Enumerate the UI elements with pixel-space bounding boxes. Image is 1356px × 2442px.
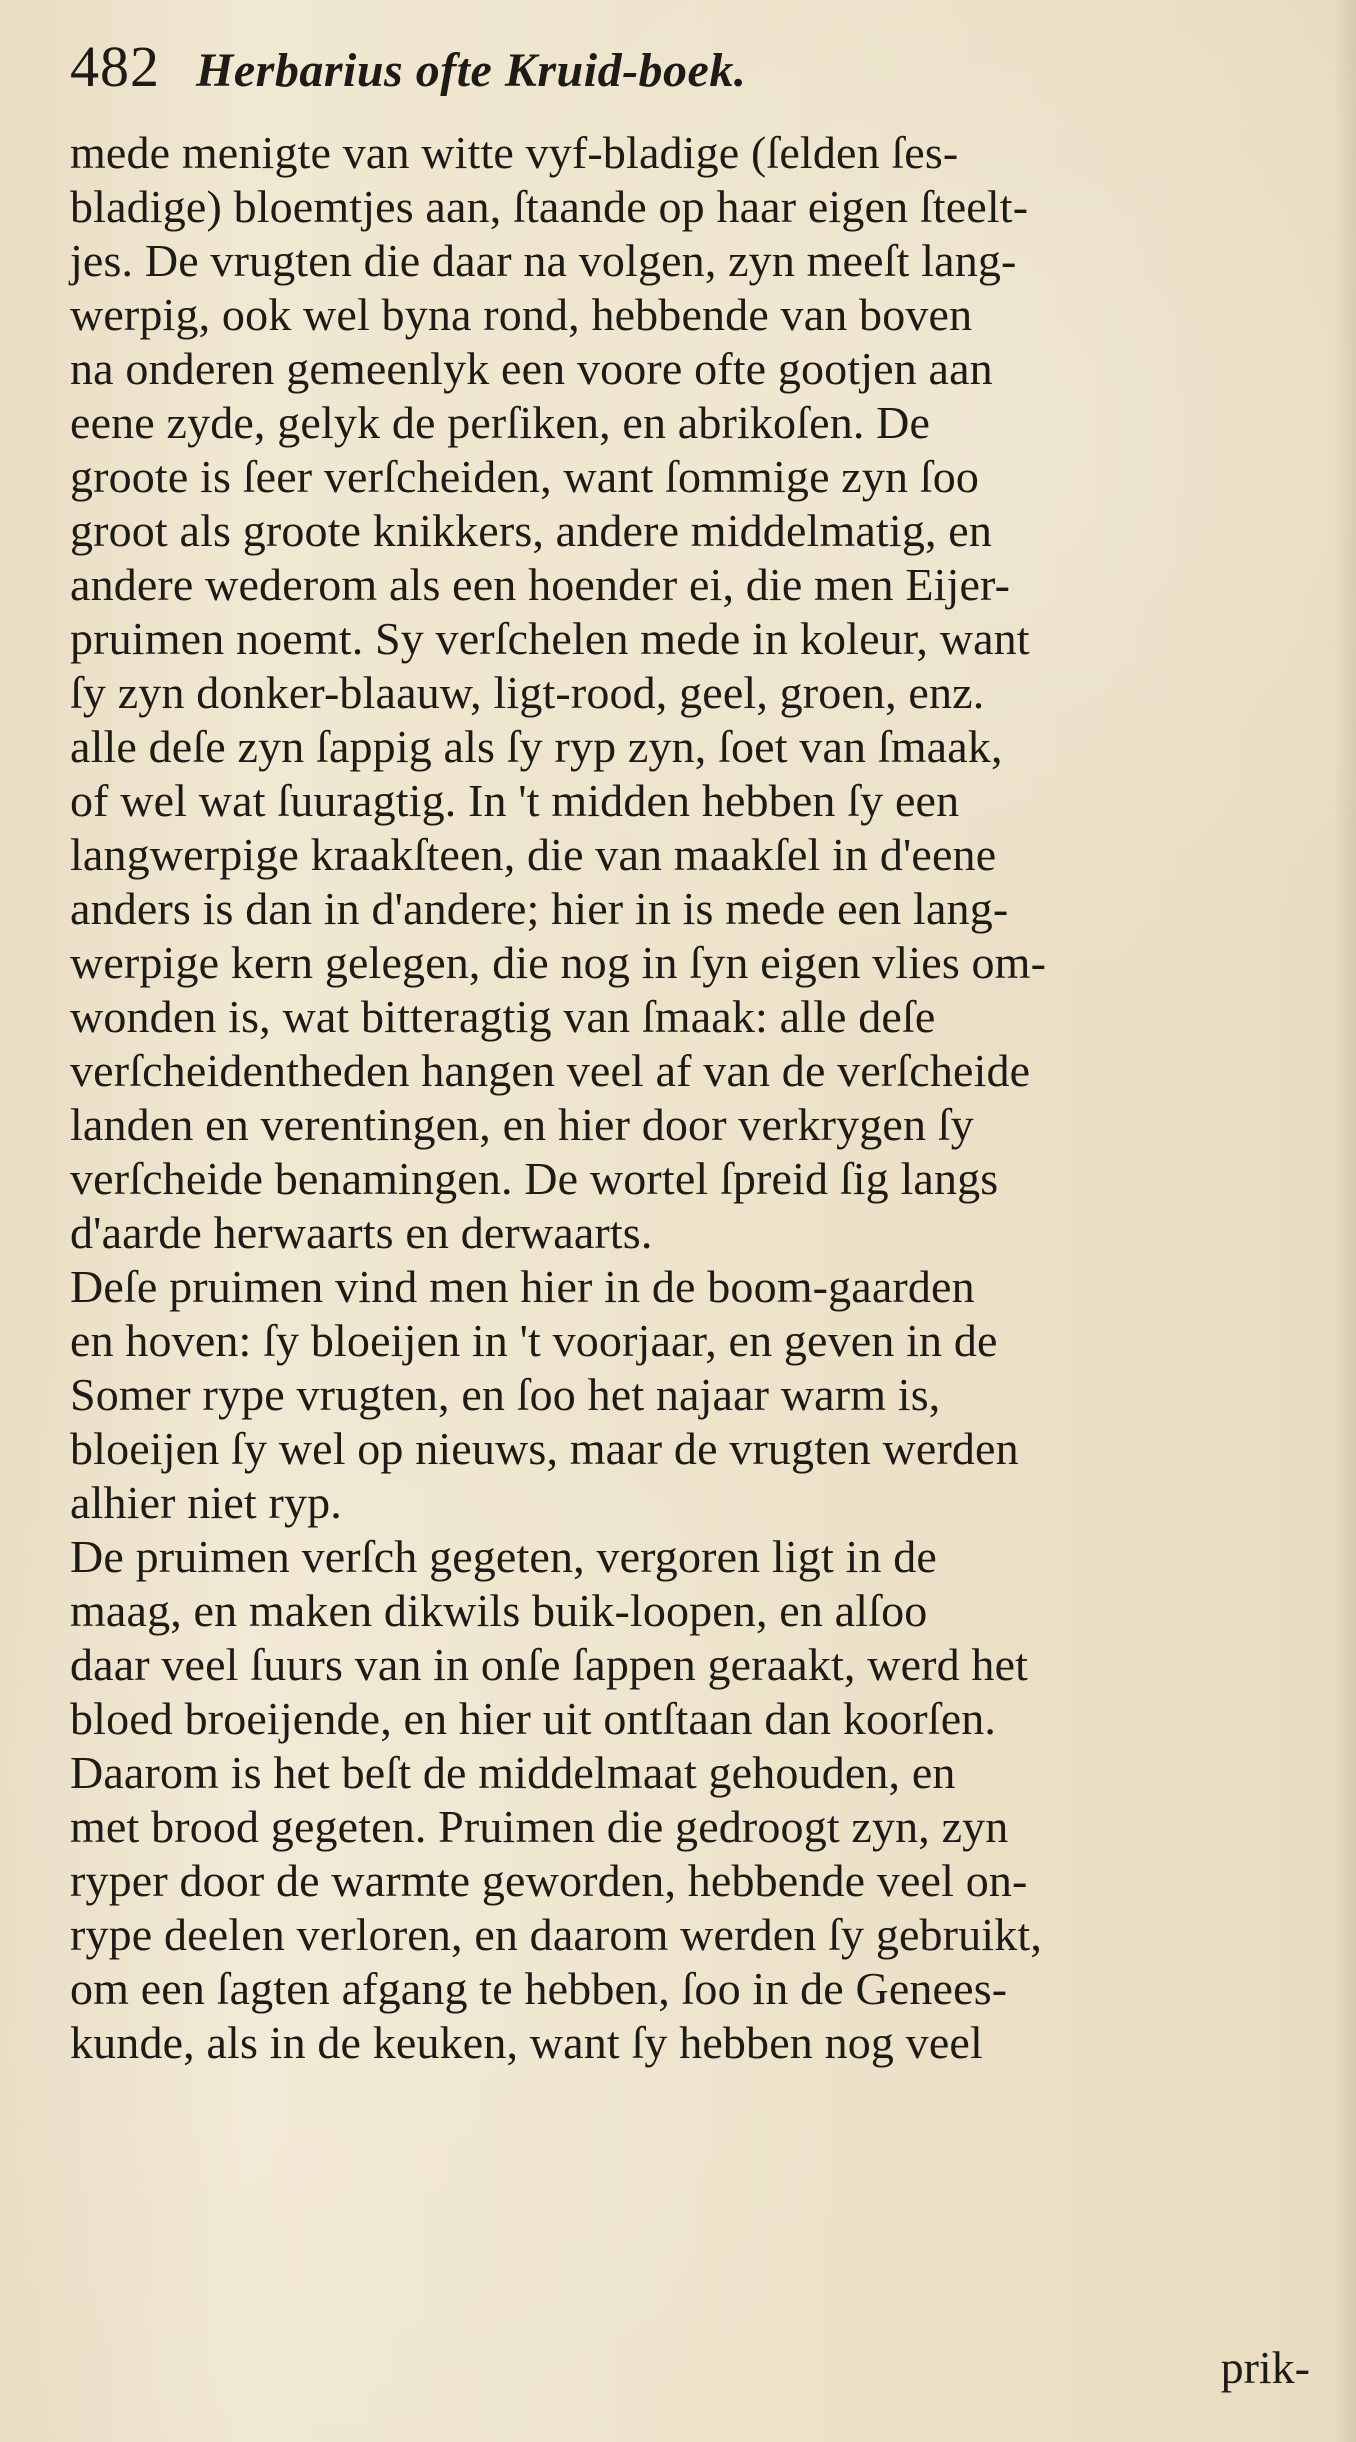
text-line: maag, en maken dikwils buik-loopen, en alſoo — [70, 1585, 928, 1636]
body-text — [70, 126, 1312, 2070]
text-line: wonden is, wat bitteragtig van ſmaak: alle deſe — [70, 991, 936, 1042]
text-line: mede menigte van witte vyf-bladige (ſelden ſes- — [70, 127, 959, 178]
catchword: prik- — [1220, 2342, 1310, 2393]
text-line: landen en verentingen, en hier door verkrygen ſy — [70, 1099, 974, 1150]
text-line: bloed broeijende, en hier uit ontſtaan dan koorſen. — [70, 1693, 997, 1744]
text-line: na onderen gemeenlyk een voore ofte gootjen aan — [70, 343, 993, 394]
text-line: en hoven: ſy bloeijen in 't voorjaar, en geven in de — [70, 1315, 998, 1366]
text-line: alle deſe zyn ſappig als ſy ryp zyn, ſoet van ſmaak, — [70, 721, 1003, 772]
text-line: pruimen noemt. Sy verſchelen mede in koleur, want — [70, 613, 1030, 664]
text-line: bloeijen ſy wel op nieuws, maar de vrugten werden — [70, 1423, 1019, 1474]
text-line: groote is ſeer verſcheiden, want ſommige zyn ſoo — [70, 451, 980, 502]
text-line: langwerpige kraakſteen, die van maakſel in d'eene — [70, 829, 997, 880]
text-line: eene zyde, gelyk de perſiken, en abrikoſen. De — [70, 397, 931, 448]
text-line: jes. De vrugten die daar na volgen, zyn meeſt lang- — [70, 235, 1017, 286]
text-line: om een ſagten afgang te hebben, ſoo in de Genees- — [70, 1963, 1008, 2014]
running-head: Herbarius ofte Kruid-boek. — [196, 44, 747, 97]
text-line: ryper door de warmte geworden, hebbende veel on- — [70, 1855, 1028, 1906]
text-line: De pruimen verſch gegeten, vergoren ligt in de — [70, 1531, 937, 1582]
text-line: rype deelen verloren, en daarom werden ſy gebruikt, — [70, 1909, 1042, 1960]
text-line: d'aarde herwaarts en derwaarts. — [70, 1207, 653, 1258]
text-line: werpige kern gelegen, die nog in ſyn eigen vlies om- — [70, 937, 1047, 988]
text-line: of wel wat ſuuragtig. In 't midden hebben ſy een — [70, 775, 960, 826]
text-line: groot als groote knikkers, andere middelmatig, en — [70, 505, 992, 556]
text-line: ſy zyn donker-blaauw, ligt-rood, geel, groen, enz. — [70, 667, 985, 718]
text-line: Daarom is het beſt de middelmaat gehouden, en — [70, 1747, 956, 1798]
text-line: werpig, ook wel byna rond, hebbende van boven — [70, 289, 973, 340]
text-line: verſcheidentheden hangen veel af van de verſcheide — [70, 1045, 1031, 1096]
text-line: alhier niet ryp. — [70, 1477, 342, 1528]
text-line: kunde, als in de keuken, want ſy hebben nog veel — [70, 2017, 983, 2068]
page-header — [70, 34, 1311, 126]
text-line: daar veel ſuurs van in onſe ſappen geraakt, werd het — [70, 1639, 1029, 1690]
text-line: Deſe pruimen vind men hier in de boom-gaarden — [70, 1261, 975, 1312]
text-line: bladige) bloemtjes aan, ſtaande op haar eigen ſteelt- — [70, 181, 1029, 232]
text-line: verſcheide benamingen. De wortel ſpreid ſig langs — [70, 1153, 999, 1204]
text-line: anders is dan in d'andere; hier in is mede een lang- — [70, 883, 1009, 934]
page-number: 482 — [70, 34, 160, 99]
text-line: andere wederom als een hoender ei, die men Eijer- — [70, 559, 1011, 610]
text-line: met brood gegeten. Pruimen die gedroogt zyn, zyn — [70, 1801, 1009, 1852]
text-line: Somer rype vrugten, en ſoo het najaar warm is, — [70, 1369, 941, 1420]
